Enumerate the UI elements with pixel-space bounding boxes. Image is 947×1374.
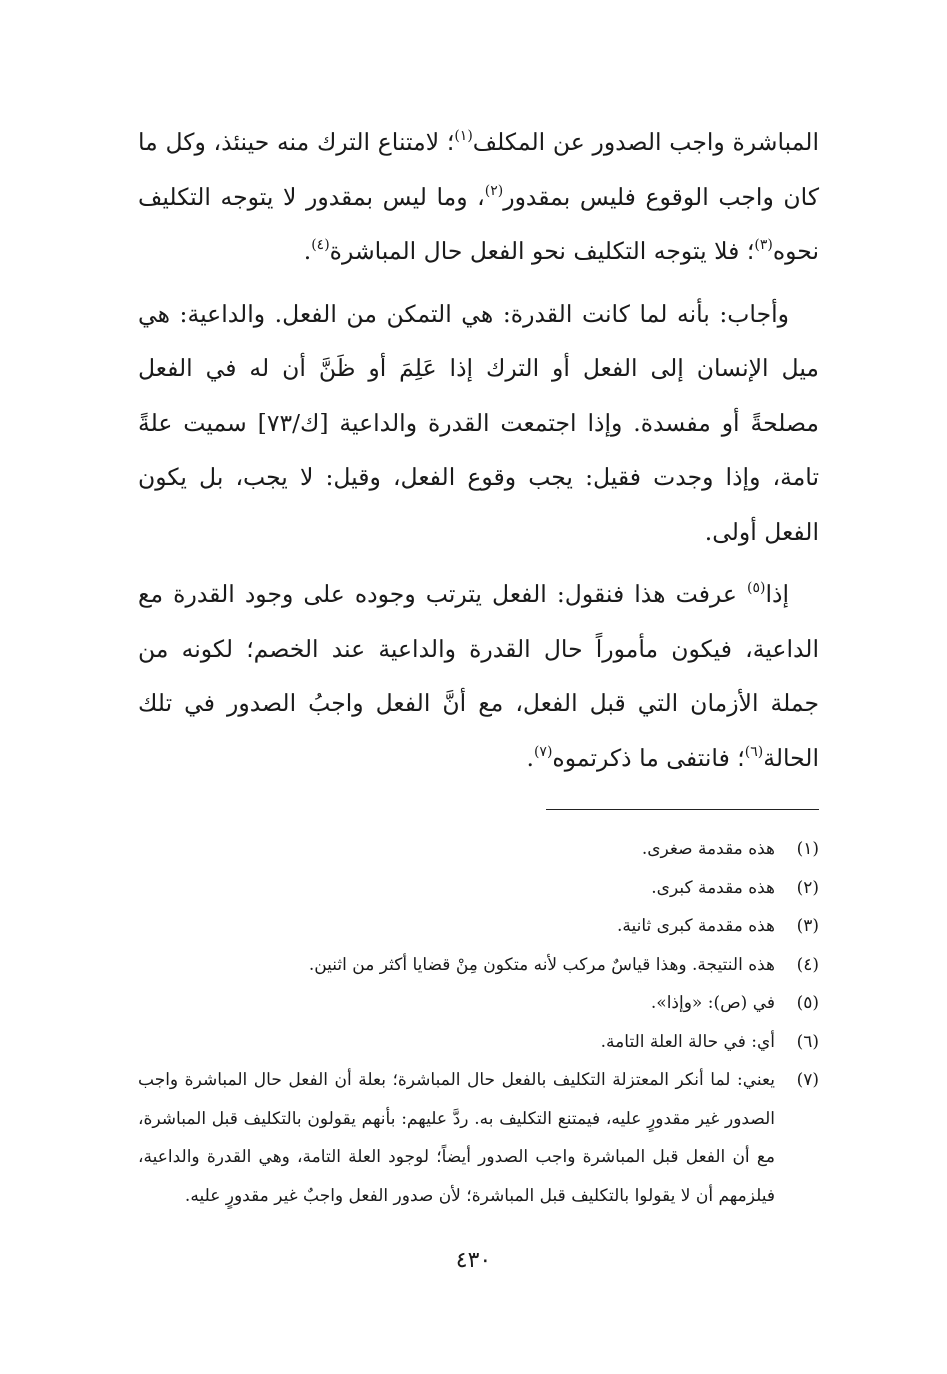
footnote-item xyxy=(138,984,819,1023)
footnote-text: في (ص): «وإذا». xyxy=(650,993,775,1013)
footnote-number: (٦) xyxy=(796,1031,819,1052)
page-number: ٤٣٠ xyxy=(455,1248,492,1273)
footnote-number: (٢) xyxy=(796,877,819,898)
paragraph-2 xyxy=(138,287,819,560)
paragraph-text: ؛ لامتناع الترك منه حينئذ، وكل ما كان واجب الوقوع فليس بمقدور xyxy=(138,128,820,211)
footnote-ref: (٥) xyxy=(747,580,766,596)
footnote-item xyxy=(138,1023,819,1062)
footnote-ref: (٦) xyxy=(744,743,764,760)
paragraph-text: ، وما ليس بمقدور لا يتوجه التكليف نحوه xyxy=(138,182,819,265)
footnote-text: هذه مقدمة صغرى. xyxy=(641,839,775,859)
footnote-ref: (٢) xyxy=(484,182,504,199)
footnote-ref: (٧) xyxy=(533,743,553,760)
footnotes xyxy=(138,830,819,1215)
paragraph-3 xyxy=(138,567,819,785)
footnote-ref: (٤) xyxy=(311,237,330,253)
footnote-text: هذه النتيجة. وهذا قياسٌ مركب لأنه متكون مِنْ قضايا أكثر من اثنين. xyxy=(308,954,775,975)
footnote-item xyxy=(138,946,819,985)
footnote-item xyxy=(138,830,819,869)
paragraph-1 xyxy=(138,115,819,279)
paragraph-text: المباشرة واجب الصدور عن المكلف xyxy=(472,128,819,156)
main-text xyxy=(138,115,819,785)
footnote-number: (٤) xyxy=(796,954,819,975)
footnote-item xyxy=(138,869,819,908)
footnote-ref: (١) xyxy=(454,128,473,144)
footnote-item xyxy=(138,1061,819,1215)
footnote-text: أي: في حالة العلة التامة. xyxy=(600,1031,775,1052)
footnote-number: (٥) xyxy=(796,993,819,1013)
paragraph-text: إذا xyxy=(765,580,789,608)
footnote-ref: (٣) xyxy=(754,237,773,253)
footnote-text: يعني: لما أنكر المعتزلة التكليف بالفعل حال المباشرة؛ بعلة أن الفعل حال المباشرة واجب الصدور غير مقدورٍ عليه، فيمتنع التكليف به. ردَّ عليهم: بأنهم يقولون بالتكليف قبل المباشرة، مع أن الفعل قبل المباشرة واجب الصدور أيضاً؛ لوجود العلة التامة، وهي القدرة والداعية، فيلزمهم أن لا يقولوا بالتكليف قبل المباشرة؛ لأن صدور الفعل واجبٌ غير مقدورٍ عليه. xyxy=(138,1070,775,1206)
footnote-number: (٧) xyxy=(796,1070,819,1090)
footnote-text: هذه مقدمة كبرى ثانية. xyxy=(616,916,775,936)
footnote-number: (٣) xyxy=(796,916,819,936)
paragraph-text: ؛ فلا يتوجه التكليف نحو الفعل حال المباشرة xyxy=(329,237,755,265)
footnote-item xyxy=(138,907,819,946)
paragraph-text: . xyxy=(303,237,312,265)
footnote-separator xyxy=(546,809,819,810)
paragraph-text: عرفت هذا فنقول: الفعل يترتب وجوده على وجود القدرة مع الداعية، فيكون مأموراً حال القدرة والداعية عند الخصم؛ لكونه من جملة الأزمان التي قبل الفعل، مع أنَّ الفعل واجبُ الصدور في تلك الحالة xyxy=(138,580,819,772)
footnote-text: هذه مقدمة كبرى. xyxy=(651,877,775,898)
footnote-number: (١) xyxy=(796,839,819,859)
paragraph-text: . xyxy=(526,743,534,772)
paragraph-text: ؛ فانتفى ما ذكرتموه xyxy=(552,743,745,772)
paragraph-text: وأجاب: بأنه لما كانت القدرة: هي التمكن من الفعل. والداعية: هي ميل الإنسان إلى الفعل أو الترك إذا عَلِمَ أو ظَنَّ أن له في الفعل مصلحةً أو مفسدة. وإذا اجتمعت القدرة والداعية [ك/٧٣] سميت علةً تامة، وإذا وجدت فقيل: يجب وقوع الفعل، وقيل: لا يجب، بل يكون الفعل أولى. xyxy=(138,299,820,546)
